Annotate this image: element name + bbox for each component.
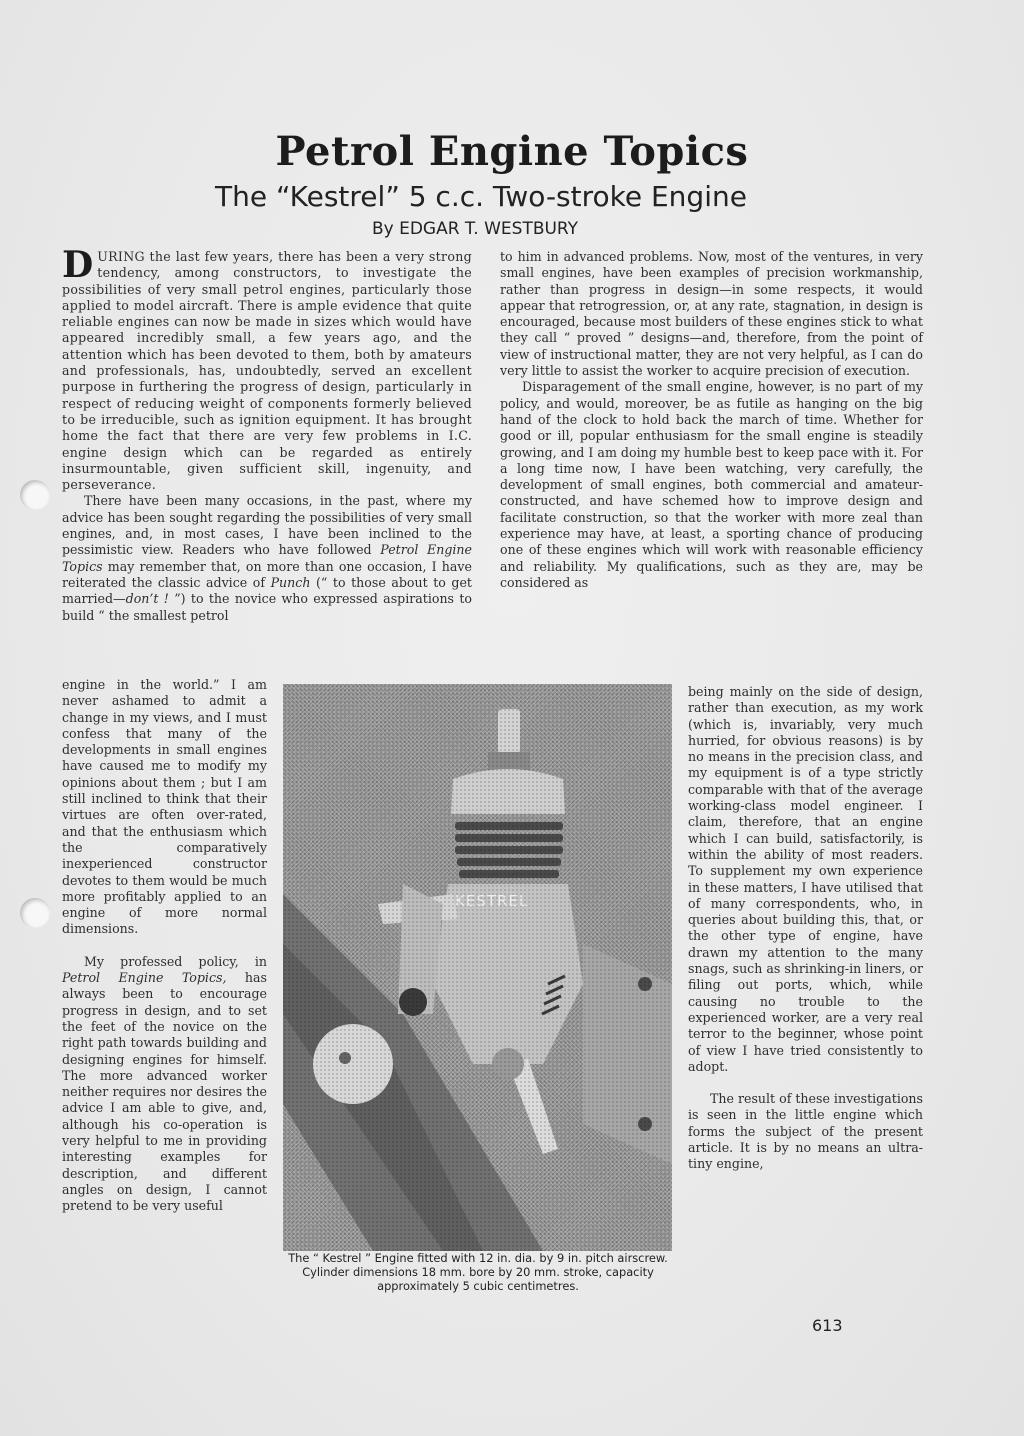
engine-illustration [283,684,672,1251]
paragraph-intro: DURING the last few years, there has been a very strong tendency, among constructors, to investigate the possibilities of very small petrol engines, particularly those applied to model aircraft. There is ample evidence that quite reliable engines can now be made in sizes which would have appeared incredibly small, a few years ago, and the attention which has been devoted to them, both by amateurs and professionals, has, undoubtedly, served an excellent purpose in furthering the progress of design, particularly in respect of reducing weight of components formerly believed to be irreducible, such as ignition equipment. It has brought home the fact that there are very few problems in I.C. engine design which can be regarded as entirely insurmountable, given sufficient skill, ingenuity, and perseverance. [62,244,472,493]
article-byline: By EDGAR T. WESTBURY [371,219,579,239]
left-column-top [62,244,472,624]
engine-photo [283,684,672,1251]
article-title: Petrol Engine Topics [275,128,749,175]
figure-caption: The “ Kestrel ” Engine fitted with 12 in. dia. by 9 in. pitch airscrew. Cylinder dimensions 18 mm. bore by 20 mm. stroke, capacity approximately 5 cubic centimetres. [288,1251,668,1293]
left-column-narrow [62,677,267,1215]
right-column-narrow [688,684,923,1173]
paragraph-occasions-cont: engine in the world.” I am never ashamed to admit a change in my views, and I must confess that many of the developments in small engines have caused me to modify my opinions about them ; but I am still inclined to think that their virtues are often over-rated, and that the enthusiasm which the comparatively inexperienced constructor devotes to them would be much more profitably applied to an engine of more normal dimensions. [62,677,267,937]
paragraph-occasions: There have been many occasions, in the past, where my advice has been sought regarding the possibilities of very small engines, and, in most cases, I have been inclined to the pessimistic view. Readers who have followed Petrol Engine Topics may remember that, on more than one occasion, I have reiterated the classic advice of Punch (“ to those about to get married—don’t ! ”) to the novice who expressed aspirations to build “ the smallest petrol [62,493,472,623]
paragraph-policy: My professed policy, in Petrol Engine Topics, has always been to encourage progress in design, and to set the feet of the novice on the right path towards building and designing engines for himself. The more advanced worker neither requires nor desires the advice I am able to give, and, although his co-operation is very helpful to me in providing interesting examples for description, and different angles on design, I cannot pretend to be very useful [62,953,267,1214]
paragraph-result: The result of these investigations is seen in the little engine which forms the subject of the present article. It is by no means an ultra-tiny engine, [688,1091,923,1172]
paragraph-disparagement-cont: being mainly on the side of design, rather than execution, as my work (which is, invariably, very much hurried, for obvious reasons) is by no means in the precision class, and my equipment is of a type strictly comparable with that of the average working-class model engineer. I claim, therefore, that an engine which I can build, satisfactorily, is within the ability of most readers. To supplement my own experience in these matters, I have utilised that of many correspondents, who, in queries about building this, that, or the other type of engine, have drawn my attention to the many snags, such as shrinking-in liners, or filing out ports, which, while causing no trouble to the experienced worker, are a very real terror to the beginner, whose point of view I have tried consistently to adopt. [688,684,924,1074]
paragraph-disparagement: Disparagement of the small engine, however, is no part of my policy, and would, moreover, be as futile as hanging on the big hand of the clock to hold back the march of time. Whether for good or ill, popular enthusiasm for the small engine is steadily growing, and I am doing my humble best to keep pace with it. For a long time now, I have been watching, very carefully, the development of small engines, both commercial and amateur-constructed, and have schemed how to improve design and facilitate construction, so that the worker with more zeal than experience may have, at least, a sporting chance of producing one of these engines which will work with reasonable efficiency and reliability. My qualifications, such as they are, may be considered as [500,379,923,590]
page-number: 613 [812,1316,843,1335]
article-subtitle: The “Kestrel” 5 c.c. Two-stroke Engine [215,180,747,213]
drop-cap: D [62,244,94,286]
punch-hole [20,480,50,510]
punch-hole [20,898,50,928]
paragraph-advanced: to him in advanced problems. Now, most of the ventures, in very small engines, have been examples of precision workmanship, rather than progress in design—in some respects, it would appear that retrogression, or, at any rate, stagnation, in design is encouraged, because most builders of these engines stick to what they call “ proved ” designs—and, therefore, from the point of view of instructional matter, they are not very helpful, as I can do very little to assist the worker to acquire precision of execution. [500,249,923,379]
right-column-top [500,249,923,591]
